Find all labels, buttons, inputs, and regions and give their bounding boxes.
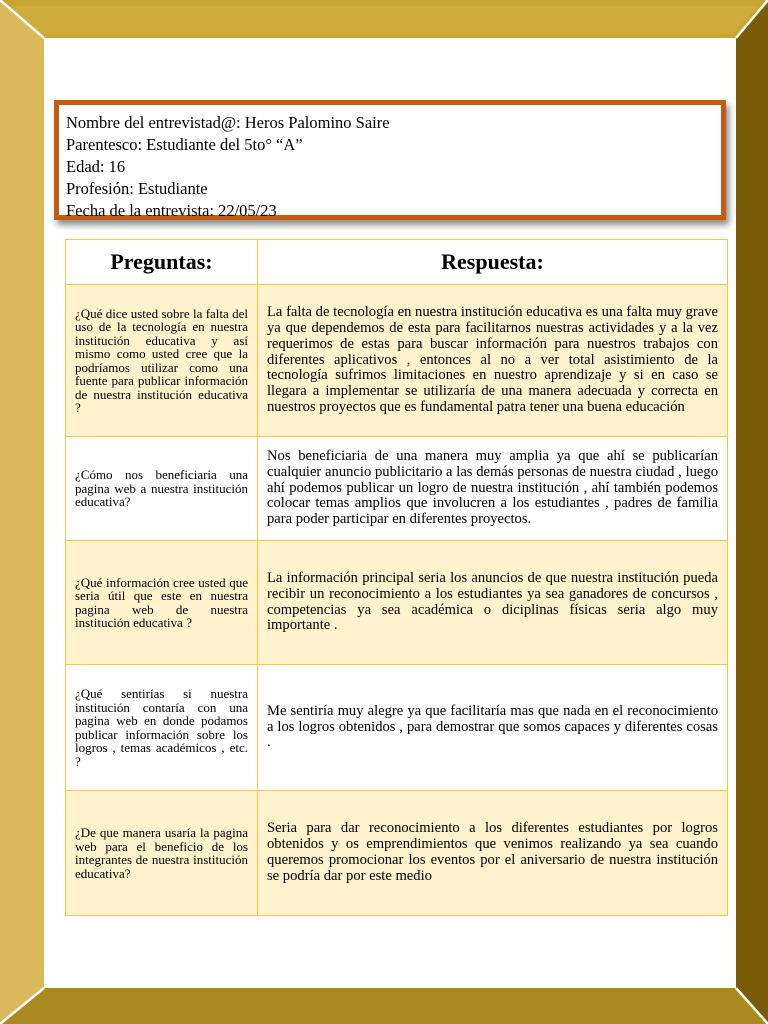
table-row bbox=[66, 541, 728, 665]
table-row bbox=[66, 437, 728, 541]
interview-date: Fecha de la entrevista: 22/05/23 bbox=[66, 201, 277, 220]
header-answers: Respuesta: bbox=[258, 240, 728, 285]
answer-cell: La información principal seria los anuncios de que nuestra institución pueda recibir un reconocimiento a los estudiantes ya sea ganadores de concursos , competencias ya sea académica o diciplinas físicas seria algo muy importante . bbox=[258, 541, 728, 665]
table-row bbox=[66, 665, 728, 791]
header-questions: Preguntas: bbox=[66, 240, 258, 285]
question-cell: ¿Qué sentirías si nuestra institución contaría con una pagina web en donde podamos publicar información sobre los logros , temas académicos , etc. ? bbox=[66, 665, 258, 791]
answer-cell: Me sentiría muy alegre ya que facilitaría mas que nada en el reconocimiento a los logros obtenidos , para demostrar que somos capaces y diferentes cosas . bbox=[258, 665, 728, 791]
question-cell: ¿Cómo nos beneficiaria una pagina web a nuestra institución educativa? bbox=[66, 437, 258, 541]
interviewee-relation: Parentesco: Estudiante del 5to° “A” bbox=[66, 135, 303, 154]
interviewee-age: Edad: 16 bbox=[66, 157, 126, 176]
answer-cell: Seria para dar reconocimiento a los diferentes estudiantes por logros obtenidos y os emprendimientos que venimos realizando ya sea cuando queremos promocionar los eventos por el aniversario de nuestra institución se podría dar por este medio bbox=[258, 791, 728, 916]
answer-cell: Nos beneficiaria de una manera muy amplia ya que ahí se publicarían cualquier anuncio publicitario a las demás personas de nuestra ciudad , luego ahí podemos publicar un logro de nuestra institución , ahí también podemos colocar temas amplios que involucren a los estudiantes , padres de familia para poder participar en diferentes proyectos. bbox=[258, 437, 728, 541]
table-header-row bbox=[66, 240, 728, 285]
interview-table bbox=[65, 239, 728, 916]
question-cell: ¿De que manera usaría la pagina web para el beneficio de los integrantes de nuestra institución educativa? bbox=[66, 791, 258, 916]
interviewee-profession: Profesión: Estudiante bbox=[66, 179, 208, 198]
table-row bbox=[66, 791, 728, 916]
question-cell: ¿Qué información cree usted que seria útil que este en nuestra pagina web de nuestra institución educativa ? bbox=[66, 541, 258, 665]
table-row bbox=[66, 285, 728, 437]
interviewee-name: Nombre del entrevistad@: Heros Palomino Saire bbox=[66, 113, 390, 132]
interviewee-info-box bbox=[54, 100, 726, 220]
question-cell: ¿Qué dice usted sobre la falta del uso de la tecnología en nuestra institución educativa y así mismo como usted cree que la podríamos utilizar como una fuente para publicar información de nuestra institución educativa ? bbox=[66, 285, 258, 437]
answer-cell: La falta de tecnología en nuestra institución educativa es una falta muy grave ya que dependemos de esta para facilitarnos nuestras actividades y a la vez requerimos de estas para buscar información para nuestros trabajos con diferentes aplicativos , entonces al no a ver total asistimiento de la tecnología sufrimos limitaciones en nuestro aprendizaje y si en caso se llegara a implementar se utilizaría de una manera adecuada y correcta en nuestros proyectos que es fundamental patra tener una buena educación bbox=[258, 285, 728, 437]
